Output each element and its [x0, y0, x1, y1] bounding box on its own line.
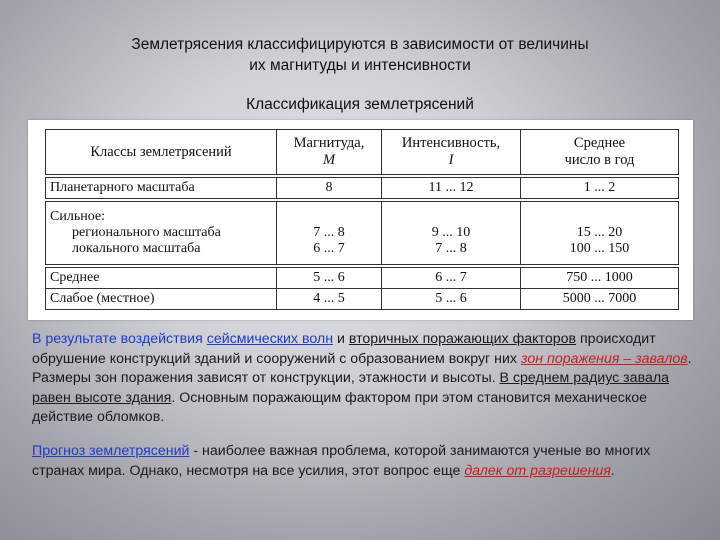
destruction-zones-text: зон поражения – завалов	[520, 350, 688, 367]
cell-magnitude: 7 ... 8 6 ... 7	[277, 202, 382, 265]
cell-intensity: 9 ... 10 7 ... 8	[382, 202, 521, 265]
table-row	[46, 268, 679, 289]
cell-intensity: 11 ... 12	[382, 178, 521, 199]
cell-class: Планетарного масштаба	[46, 178, 277, 199]
seismic-waves-link[interactable]: сейсмических волн	[206, 331, 334, 347]
cell-class: Слабое (местное)	[46, 289, 277, 310]
cell-intensity: 6 ... 7	[382, 268, 521, 289]
text-span: В результате воздействия	[32, 331, 203, 347]
cell-class: Сильное: регионального масштаба локального масштаба	[46, 202, 277, 265]
body-text	[32, 330, 692, 495]
magnitude-symbol: M	[322, 152, 336, 168]
table-row	[46, 289, 679, 310]
cell-class: Среднее	[46, 268, 277, 289]
cell-average: 1 ... 2	[521, 178, 679, 199]
title-line-2: их магнитуды и интенсивности	[249, 57, 471, 74]
header-average: Среднее число в год	[521, 130, 679, 175]
rubble-radius-text: В среднем радиус завала равен высоте здания	[32, 370, 669, 406]
secondary-factors-text: вторичных поражающих факторов	[348, 331, 577, 347]
header-magnitude: Магнитуда, M	[277, 130, 382, 175]
table-row	[46, 202, 679, 265]
header-class: Классы землетрясений	[46, 130, 277, 175]
far-from-solution-text: далек от разрешения	[464, 462, 611, 479]
slide-title	[40, 34, 680, 76]
title-line-1: Землетрясения классифицируются в зависимости от величины	[131, 36, 589, 53]
cell-magnitude: 8	[277, 178, 382, 199]
table-row	[46, 178, 679, 199]
paragraph-consequences: В результате воздействия сейсмических волн и вторичных поражающих факторов происходит обрушение конструкций зданий и сооружений с образованием вокруг них зон поражения – завалов. Размеры зон поражения зависят от конструкции, этажности и высоты. В среднем радиус завала равен высоте здания. Основным поражающим фактором при этом становится механическое действие обломков.	[32, 331, 692, 426]
classification-table	[45, 129, 679, 310]
paragraph-forecast: Прогноз землетрясений - наиболее важная проблема, которой занимаются ученые во многих странах мира. Однако, несмотря на все усилия, этот вопрос еще далек от разрешения.	[32, 442, 651, 479]
intensity-symbol: I	[448, 152, 454, 168]
cell-average: 15 ... 20 100 ... 150	[521, 202, 679, 265]
table-caption: Классификация землетрясений	[246, 96, 474, 113]
classification-table-image	[28, 120, 693, 320]
cell-average: 5000 ... 7000	[521, 289, 679, 310]
cell-intensity: 5 ... 6	[382, 289, 521, 310]
cell-average: 750 ... 1000	[521, 268, 679, 289]
cell-magnitude: 5 ... 6	[277, 268, 382, 289]
header-intensity: Интенсивность, I	[382, 130, 521, 175]
earthquake-forecast-link[interactable]: Прогноз землетрясений	[32, 442, 190, 459]
table-header-row	[46, 130, 679, 175]
cell-magnitude: 4 ... 5	[277, 289, 382, 310]
